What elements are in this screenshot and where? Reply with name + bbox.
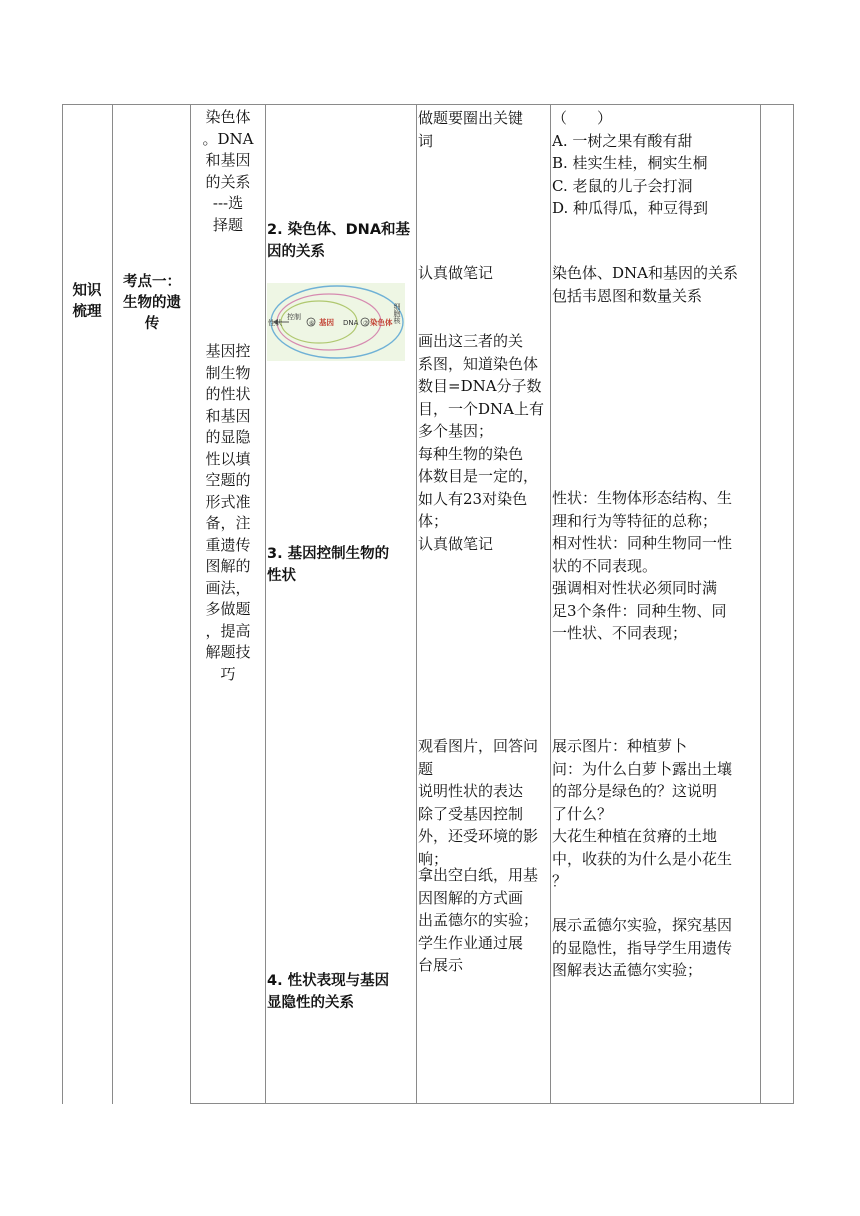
student-activity-1: 做题要圈出关键 词 bbox=[418, 109, 524, 150]
teacher-activity-3: 性状：生物体形态结构、生 理和行为等特征的总称； 相对性状：同种生物同一性 状的不同表现。 强调相对性状必须同时满 足3个条件：同种生物、同 一性状、不同表现； bbox=[552, 489, 733, 642]
design-note-2: 基因控 制生物 的性状 和基因 的显隐 性以填 空题的 形式准 备，注 重遗传 图解的 画法， 多做题 ，提高 解题技 巧 bbox=[205, 342, 251, 683]
student-activity-2: 认真做笔记 bbox=[418, 264, 494, 282]
col-line-8 bbox=[793, 104, 794, 1104]
topic-label: 考点一： 生物的遗 传 bbox=[123, 274, 181, 332]
content-heading-4: 4. 性状表现与基因 显隐性的关系 bbox=[267, 973, 390, 1011]
diagram-label-control: 控制 bbox=[287, 313, 301, 321]
teacher-activity-1: （ ） A. 一树之果有酸有甜 B. 桂实生桂，桐实生桐 C. 老鼠的儿子会打洞 D. 种瓜得瓜，种豆得到 bbox=[552, 109, 709, 217]
teacher-activity-2: 染色体、DNA和基因的关系 包括韦恩图和数量关系 bbox=[552, 264, 738, 305]
student-activity-4: 观看图片，回答问 题 说明性状的表达 除了受基因控制 外，还受环境的影 响； bbox=[418, 737, 539, 868]
diagram-label-num6: ⑥ bbox=[309, 320, 315, 327]
design-note-1: 染色体 。DNA 和基因 的关系 ---选 择题 bbox=[202, 108, 254, 234]
diagram-label-num7: ⑦ bbox=[363, 320, 369, 327]
content-heading-2: 2. 染色体、DNA和基 因的关系 bbox=[267, 222, 411, 260]
table-top-border bbox=[62, 104, 793, 105]
student-activity-5: 拿出空白纸，用基 因图解的方式画 出孟德尔的实验； 学生作业通过展 台展示 bbox=[418, 866, 539, 974]
col-line-1 bbox=[62, 104, 63, 1104]
col-line-7 bbox=[760, 104, 761, 1104]
content-heading-3: 3. 基因控制生物的 性状 bbox=[267, 546, 390, 584]
diagram-label-nucleus: 细胞核 bbox=[393, 303, 401, 324]
col-line-4 bbox=[265, 104, 266, 1104]
col-line-2 bbox=[112, 104, 113, 1104]
col-line-3 bbox=[190, 104, 191, 1104]
teacher-activity-5: 展示孟德尔实验，探究基因 的显隐性，指导学生用遗传 图解表达孟德尔实验； bbox=[552, 916, 733, 979]
diagram-label-dna: DNA bbox=[343, 319, 359, 327]
chromosome-dna-gene-diagram bbox=[267, 283, 405, 361]
diagram-label-gene: 基因 bbox=[319, 318, 334, 327]
diagram-label-trait: 性状 bbox=[268, 319, 282, 327]
section-label: 知识 梳理 bbox=[72, 283, 102, 320]
student-activity-3: 画出这三者的关 系图，知道染色体 数目=DNA分子数 目，一个DNA上有 多个基因； 每种生物的染色 体数目是一定的， 如人有23对染色 体； 认真做笔记 bbox=[418, 332, 544, 553]
teacher-activity-4: 展示图片：种植萝卜 问：为什么白萝卜露出土壤 的部分是绿色的？这说明 了什么？ 大花生种植在贫瘠的土地 中，收获的为什么是小花生 ？ bbox=[552, 737, 733, 890]
diagram-label-chromosome: 染色体 bbox=[370, 318, 393, 327]
table-bottom-border bbox=[190, 1103, 793, 1104]
col-line-5 bbox=[416, 104, 417, 1104]
